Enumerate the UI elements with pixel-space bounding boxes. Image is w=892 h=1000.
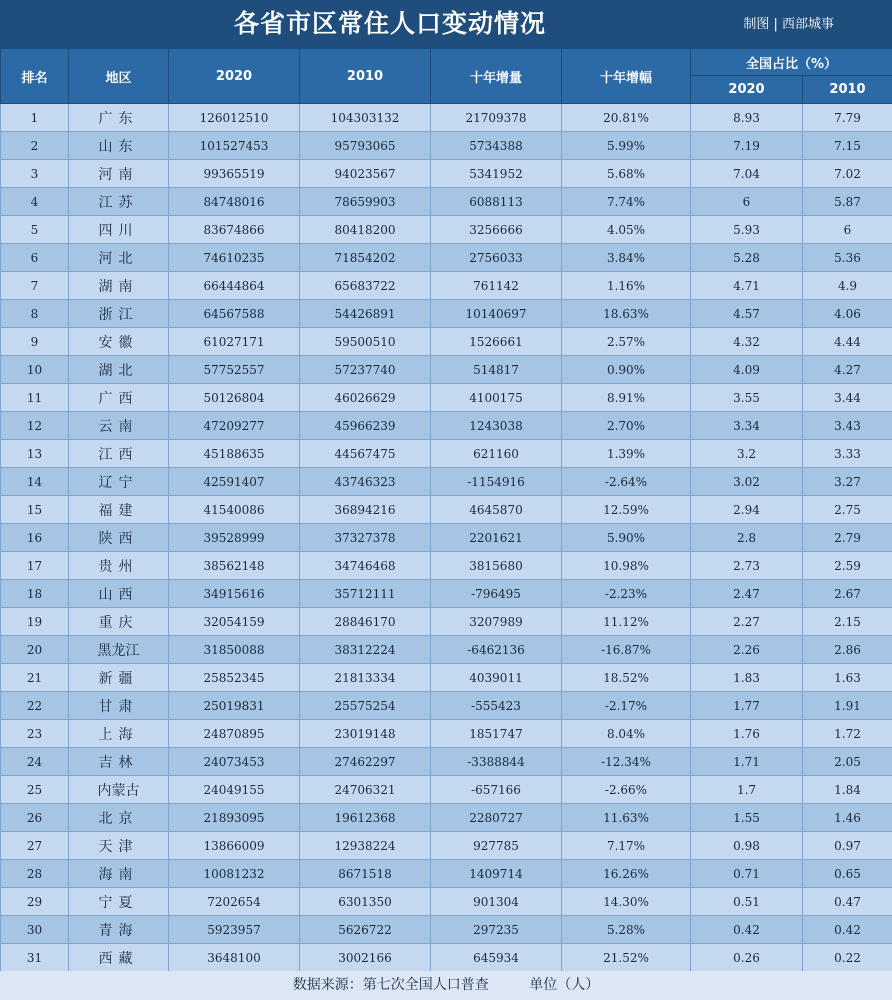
cell-population-2020: 13866009	[169, 832, 300, 860]
cell-share-2010: 0.65	[803, 860, 892, 888]
cell-rank: 16	[1, 524, 69, 552]
population-table	[0, 48, 892, 972]
cell-share-2020: 2.94	[691, 496, 803, 524]
cell-share-2010: 3.44	[803, 384, 892, 412]
cell-population-2020: 61027171	[169, 328, 300, 356]
cell-ten-year-growth: 621160	[431, 440, 562, 468]
cell-share-2020: 2.47	[691, 580, 803, 608]
cell-ten-year-growth-pct: 14.30%	[562, 888, 691, 916]
cell-ten-year-growth: -1154916	[431, 468, 562, 496]
cell-region: 北京	[69, 804, 169, 832]
cell-rank: 11	[1, 384, 69, 412]
cell-ten-year-growth-pct: 4.05%	[562, 216, 691, 244]
cell-share-2010: 5.87	[803, 188, 892, 216]
cell-share-2020: 2.27	[691, 608, 803, 636]
cell-share-2020: 4.09	[691, 356, 803, 384]
cell-share-2010: 3.33	[803, 440, 892, 468]
cell-rank: 3	[1, 160, 69, 188]
table-row	[1, 328, 892, 356]
cell-rank: 25	[1, 776, 69, 804]
cell-rank: 30	[1, 916, 69, 944]
cell-ten-year-growth-pct: 11.12%	[562, 608, 691, 636]
cell-rank: 15	[1, 496, 69, 524]
cell-rank: 8	[1, 300, 69, 328]
column-header-rank: 排名	[1, 49, 69, 104]
cell-ten-year-growth: 3207989	[431, 608, 562, 636]
cell-region: 河北	[69, 244, 169, 272]
page-title: 各省市区常住人口变动情况	[233, 9, 546, 38]
cell-region: 上海	[69, 720, 169, 748]
cell-population-2010: 24706321	[300, 776, 431, 804]
cell-ten-year-growth-pct: 5.28%	[562, 916, 691, 944]
cell-population-2010: 28846170	[300, 608, 431, 636]
cell-region: 贵州	[69, 552, 169, 580]
cell-population-2020: 126012510	[169, 104, 300, 132]
cell-share-2020: 3.02	[691, 468, 803, 496]
cell-share-2010: 1.63	[803, 664, 892, 692]
cell-rank: 13	[1, 440, 69, 468]
cell-population-2020: 101527453	[169, 132, 300, 160]
cell-population-2020: 57752557	[169, 356, 300, 384]
cell-share-2020: 0.71	[691, 860, 803, 888]
cell-share-2020: 7.19	[691, 132, 803, 160]
cell-ten-year-growth: 1851747	[431, 720, 562, 748]
cell-ten-year-growth: 4100175	[431, 384, 562, 412]
cell-share-2010: 2.67	[803, 580, 892, 608]
cell-ten-year-growth: 761142	[431, 272, 562, 300]
cell-ten-year-growth: 3256666	[431, 216, 562, 244]
cell-population-2020: 25019831	[169, 692, 300, 720]
cell-population-2010: 21813334	[300, 664, 431, 692]
cell-ten-year-growth-pct: 10.98%	[562, 552, 691, 580]
table-row	[1, 384, 892, 412]
cell-ten-year-growth: -555423	[431, 692, 562, 720]
cell-rank: 23	[1, 720, 69, 748]
cell-rank: 20	[1, 636, 69, 664]
cell-ten-year-growth-pct: 3.84%	[562, 244, 691, 272]
cell-population-2010: 80418200	[300, 216, 431, 244]
cell-population-2010: 36894216	[300, 496, 431, 524]
table-row	[1, 944, 892, 972]
cell-share-2010: 7.15	[803, 132, 892, 160]
cell-ten-year-growth-pct: 1.16%	[562, 272, 691, 300]
cell-population-2020: 5923957	[169, 916, 300, 944]
cell-rank: 27	[1, 832, 69, 860]
cell-region: 浙江	[69, 300, 169, 328]
cell-share-2010: 0.22	[803, 944, 892, 972]
cell-share-2020: 1.71	[691, 748, 803, 776]
cell-population-2010: 35712111	[300, 580, 431, 608]
cell-population-2020: 66444864	[169, 272, 300, 300]
cell-ten-year-growth: 5341952	[431, 160, 562, 188]
cell-population-2010: 37327378	[300, 524, 431, 552]
cell-share-2010: 0.97	[803, 832, 892, 860]
cell-population-2010: 19612368	[300, 804, 431, 832]
cell-ten-year-growth-pct: 18.52%	[562, 664, 691, 692]
table-row	[1, 356, 892, 384]
cell-ten-year-growth-pct: -16.87%	[562, 636, 691, 664]
cell-population-2020: 74610235	[169, 244, 300, 272]
cell-ten-year-growth: 514817	[431, 356, 562, 384]
cell-ten-year-growth: 4645870	[431, 496, 562, 524]
cell-population-2020: 32054159	[169, 608, 300, 636]
cell-population-2020: 64567588	[169, 300, 300, 328]
cell-share-2010: 5.36	[803, 244, 892, 272]
cell-population-2010: 104303132	[300, 104, 431, 132]
column-header-growth-pct: 十年增幅	[562, 49, 691, 104]
cell-population-2020: 41540086	[169, 496, 300, 524]
cell-population-2020: 83674866	[169, 216, 300, 244]
cell-share-2020: 4.71	[691, 272, 803, 300]
cell-ten-year-growth-pct: 7.17%	[562, 832, 691, 860]
cell-share-2010: 3.27	[803, 468, 892, 496]
cell-population-2020: 99365519	[169, 160, 300, 188]
cell-ten-year-growth: 2756033	[431, 244, 562, 272]
credit-label: 制图 | 西部城事	[743, 17, 834, 32]
cell-region: 广东	[69, 104, 169, 132]
table-row	[1, 860, 892, 888]
cell-share-2020: 5.28	[691, 244, 803, 272]
table-row	[1, 636, 892, 664]
cell-rank: 14	[1, 468, 69, 496]
cell-share-2010: 0.42	[803, 916, 892, 944]
cell-population-2010: 71854202	[300, 244, 431, 272]
cell-share-2020: 2.73	[691, 552, 803, 580]
cell-rank: 19	[1, 608, 69, 636]
cell-ten-year-growth-pct: 8.91%	[562, 384, 691, 412]
cell-population-2010: 6301350	[300, 888, 431, 916]
table-row	[1, 132, 892, 160]
cell-ten-year-growth-pct: 1.39%	[562, 440, 691, 468]
cell-population-2020: 39528999	[169, 524, 300, 552]
table-row	[1, 832, 892, 860]
cell-population-2010: 94023567	[300, 160, 431, 188]
cell-population-2020: 24870895	[169, 720, 300, 748]
cell-population-2010: 23019148	[300, 720, 431, 748]
cell-ten-year-growth: 21709378	[431, 104, 562, 132]
cell-region: 山西	[69, 580, 169, 608]
cell-ten-year-growth-pct: 2.70%	[562, 412, 691, 440]
cell-share-2010: 2.05	[803, 748, 892, 776]
table-row	[1, 440, 892, 468]
table-row	[1, 888, 892, 916]
cell-share-2020: 1.77	[691, 692, 803, 720]
cell-rank: 26	[1, 804, 69, 832]
cell-share-2020: 6	[691, 188, 803, 216]
cell-region: 福建	[69, 496, 169, 524]
cell-region: 西藏	[69, 944, 169, 972]
table-row	[1, 692, 892, 720]
table-row	[1, 300, 892, 328]
cell-population-2010: 34746468	[300, 552, 431, 580]
column-header-national-share: 全国占比（%）	[691, 49, 892, 76]
cell-population-2020: 47209277	[169, 412, 300, 440]
cell-population-2020: 34915616	[169, 580, 300, 608]
cell-ten-year-growth: 6088113	[431, 188, 562, 216]
cell-ten-year-growth: 901304	[431, 888, 562, 916]
cell-population-2020: 45188635	[169, 440, 300, 468]
cell-share-2020: 2.8	[691, 524, 803, 552]
table-row	[1, 188, 892, 216]
cell-rank: 5	[1, 216, 69, 244]
cell-ten-year-growth-pct: 8.04%	[562, 720, 691, 748]
cell-rank: 31	[1, 944, 69, 972]
cell-region: 内蒙古	[69, 776, 169, 804]
cell-rank: 4	[1, 188, 69, 216]
cell-population-2010: 54426891	[300, 300, 431, 328]
cell-share-2020: 3.2	[691, 440, 803, 468]
cell-ten-year-growth-pct: -2.64%	[562, 468, 691, 496]
cell-region: 天津	[69, 832, 169, 860]
column-header-2010: 2010	[300, 49, 431, 104]
cell-region: 江苏	[69, 188, 169, 216]
cell-population-2010: 44567475	[300, 440, 431, 468]
cell-region: 湖南	[69, 272, 169, 300]
cell-share-2010: 6	[803, 216, 892, 244]
cell-population-2010: 38312224	[300, 636, 431, 664]
cell-share-2010: 4.27	[803, 356, 892, 384]
cell-share-2020: 1.7	[691, 776, 803, 804]
cell-region: 重庆	[69, 608, 169, 636]
cell-rank: 21	[1, 664, 69, 692]
cell-ten-year-growth-pct: 11.63%	[562, 804, 691, 832]
cell-ten-year-growth-pct: 2.57%	[562, 328, 691, 356]
cell-share-2020: 8.93	[691, 104, 803, 132]
cell-share-2010: 1.72	[803, 720, 892, 748]
cell-region: 吉林	[69, 748, 169, 776]
data-source-note: 数据来源：第七次全国人口普查	[292, 977, 489, 993]
cell-share-2010: 3.43	[803, 412, 892, 440]
cell-population-2010: 3002166	[300, 944, 431, 972]
cell-ten-year-growth-pct: -2.66%	[562, 776, 691, 804]
cell-rank: 12	[1, 412, 69, 440]
table-header	[1, 49, 892, 104]
column-header-2020: 2020	[169, 49, 300, 104]
cell-share-2020: 4.32	[691, 328, 803, 356]
cell-share-2020: 1.55	[691, 804, 803, 832]
cell-ten-year-growth: 3815680	[431, 552, 562, 580]
cell-population-2020: 24049155	[169, 776, 300, 804]
cell-ten-year-growth: -3388844	[431, 748, 562, 776]
table-row	[1, 496, 892, 524]
cell-ten-year-growth-pct: 5.68%	[562, 160, 691, 188]
cell-ten-year-growth: 1243038	[431, 412, 562, 440]
cell-population-2010: 65683722	[300, 272, 431, 300]
cell-population-2010: 46026629	[300, 384, 431, 412]
cell-share-2020: 4.57	[691, 300, 803, 328]
table-row	[1, 244, 892, 272]
cell-ten-year-growth: 1526661	[431, 328, 562, 356]
cell-ten-year-growth: -6462136	[431, 636, 562, 664]
cell-ten-year-growth: 297235	[431, 916, 562, 944]
cell-region: 四川	[69, 216, 169, 244]
table-row	[1, 552, 892, 580]
cell-population-2010: 25575254	[300, 692, 431, 720]
cell-population-2010: 43746323	[300, 468, 431, 496]
cell-share-2010: 2.59	[803, 552, 892, 580]
cell-region: 青海	[69, 916, 169, 944]
cell-ten-year-growth: 4039011	[431, 664, 562, 692]
cell-population-2020: 42591407	[169, 468, 300, 496]
cell-population-2020: 84748016	[169, 188, 300, 216]
cell-share-2010: 4.9	[803, 272, 892, 300]
table-row	[1, 720, 892, 748]
cell-population-2010: 57237740	[300, 356, 431, 384]
cell-rank: 10	[1, 356, 69, 384]
cell-ten-year-growth-pct: 5.99%	[562, 132, 691, 160]
cell-population-2020: 3648100	[169, 944, 300, 972]
column-header-share-2020: 2020	[691, 76, 803, 104]
cell-share-2020: 5.93	[691, 216, 803, 244]
cell-rank: 28	[1, 860, 69, 888]
cell-population-2010: 27462297	[300, 748, 431, 776]
cell-share-2020: 3.55	[691, 384, 803, 412]
cell-population-2020: 24073453	[169, 748, 300, 776]
cell-share-2020: 3.34	[691, 412, 803, 440]
cell-share-2010: 1.84	[803, 776, 892, 804]
title-bar	[0, 0, 892, 48]
cell-ten-year-growth: -657166	[431, 776, 562, 804]
cell-ten-year-growth-pct: 21.52%	[562, 944, 691, 972]
cell-population-2020: 21893095	[169, 804, 300, 832]
table-row	[1, 580, 892, 608]
table-body	[1, 104, 892, 972]
table-footer	[0, 971, 892, 1000]
cell-ten-year-growth-pct: 0.90%	[562, 356, 691, 384]
cell-population-2010: 59500510	[300, 328, 431, 356]
cell-share-2010: 2.79	[803, 524, 892, 552]
cell-ten-year-growth: 927785	[431, 832, 562, 860]
cell-population-2020: 10081232	[169, 860, 300, 888]
cell-share-2010: 7.79	[803, 104, 892, 132]
cell-population-2010: 95793065	[300, 132, 431, 160]
cell-ten-year-growth-pct: 18.63%	[562, 300, 691, 328]
cell-population-2010: 8671518	[300, 860, 431, 888]
cell-ten-year-growth-pct: 7.74%	[562, 188, 691, 216]
cell-population-2020: 50126804	[169, 384, 300, 412]
cell-share-2020: 0.42	[691, 916, 803, 944]
cell-region: 山东	[69, 132, 169, 160]
cell-population-2010: 45966239	[300, 412, 431, 440]
cell-population-2020: 7202654	[169, 888, 300, 916]
table-row	[1, 776, 892, 804]
cell-rank: 2	[1, 132, 69, 160]
cell-ten-year-growth: -796495	[431, 580, 562, 608]
cell-share-2010: 4.44	[803, 328, 892, 356]
cell-share-2020: 0.98	[691, 832, 803, 860]
unit-note: 单位（人）	[529, 977, 600, 993]
cell-share-2010: 4.06	[803, 300, 892, 328]
cell-ten-year-growth: 1409714	[431, 860, 562, 888]
cell-rank: 17	[1, 552, 69, 580]
table-row	[1, 608, 892, 636]
cell-region: 黑龙江	[69, 636, 169, 664]
cell-region: 辽宁	[69, 468, 169, 496]
cell-ten-year-growth: 2201621	[431, 524, 562, 552]
cell-rank: 18	[1, 580, 69, 608]
table-row	[1, 272, 892, 300]
table-row	[1, 916, 892, 944]
cell-rank: 6	[1, 244, 69, 272]
cell-ten-year-growth-pct: -12.34%	[562, 748, 691, 776]
cell-region: 陕西	[69, 524, 169, 552]
cell-population-2010: 78659903	[300, 188, 431, 216]
cell-ten-year-growth: 2280727	[431, 804, 562, 832]
cell-share-2010: 0.47	[803, 888, 892, 916]
cell-ten-year-growth-pct: 12.59%	[562, 496, 691, 524]
cell-region: 广西	[69, 384, 169, 412]
cell-region: 湖北	[69, 356, 169, 384]
cell-population-2020: 38562148	[169, 552, 300, 580]
table-row	[1, 160, 892, 188]
cell-ten-year-growth-pct: -2.17%	[562, 692, 691, 720]
cell-share-2020: 0.26	[691, 944, 803, 972]
cell-region: 云南	[69, 412, 169, 440]
cell-ten-year-growth: 5734388	[431, 132, 562, 160]
cell-share-2020: 1.83	[691, 664, 803, 692]
cell-region: 安徽	[69, 328, 169, 356]
cell-population-2020: 25852345	[169, 664, 300, 692]
table-row	[1, 468, 892, 496]
cell-ten-year-growth-pct: 5.90%	[562, 524, 691, 552]
table-row	[1, 104, 892, 132]
cell-share-2020: 0.51	[691, 888, 803, 916]
cell-rank: 1	[1, 104, 69, 132]
cell-region: 宁夏	[69, 888, 169, 916]
cell-rank: 24	[1, 748, 69, 776]
cell-ten-year-growth: 645934	[431, 944, 562, 972]
cell-share-2020: 1.76	[691, 720, 803, 748]
cell-share-2010: 2.86	[803, 636, 892, 664]
table-row	[1, 412, 892, 440]
cell-rank: 22	[1, 692, 69, 720]
cell-region: 江西	[69, 440, 169, 468]
cell-region: 海南	[69, 860, 169, 888]
cell-population-2010: 12938224	[300, 832, 431, 860]
cell-share-2010: 1.46	[803, 804, 892, 832]
table-row	[1, 804, 892, 832]
cell-rank: 7	[1, 272, 69, 300]
cell-share-2010: 7.02	[803, 160, 892, 188]
cell-ten-year-growth-pct: 16.26%	[562, 860, 691, 888]
table-row	[1, 748, 892, 776]
cell-share-2010: 2.15	[803, 608, 892, 636]
cell-region: 新疆	[69, 664, 169, 692]
column-header-region: 地区	[69, 49, 169, 104]
cell-rank: 9	[1, 328, 69, 356]
cell-ten-year-growth-pct: -2.23%	[562, 580, 691, 608]
cell-region: 甘肃	[69, 692, 169, 720]
table-row	[1, 216, 892, 244]
cell-share-2010: 1.91	[803, 692, 892, 720]
cell-population-2020: 31850088	[169, 636, 300, 664]
cell-share-2020: 7.04	[691, 160, 803, 188]
table-row	[1, 664, 892, 692]
column-header-share-2010: 2010	[803, 76, 892, 104]
cell-ten-year-growth-pct: 20.81%	[562, 104, 691, 132]
table-row	[1, 524, 892, 552]
cell-share-2010: 2.75	[803, 496, 892, 524]
cell-population-2010: 5626722	[300, 916, 431, 944]
cell-rank: 29	[1, 888, 69, 916]
cell-ten-year-growth: 10140697	[431, 300, 562, 328]
column-header-growth: 十年增量	[431, 49, 562, 104]
cell-share-2020: 2.26	[691, 636, 803, 664]
cell-region: 河南	[69, 160, 169, 188]
